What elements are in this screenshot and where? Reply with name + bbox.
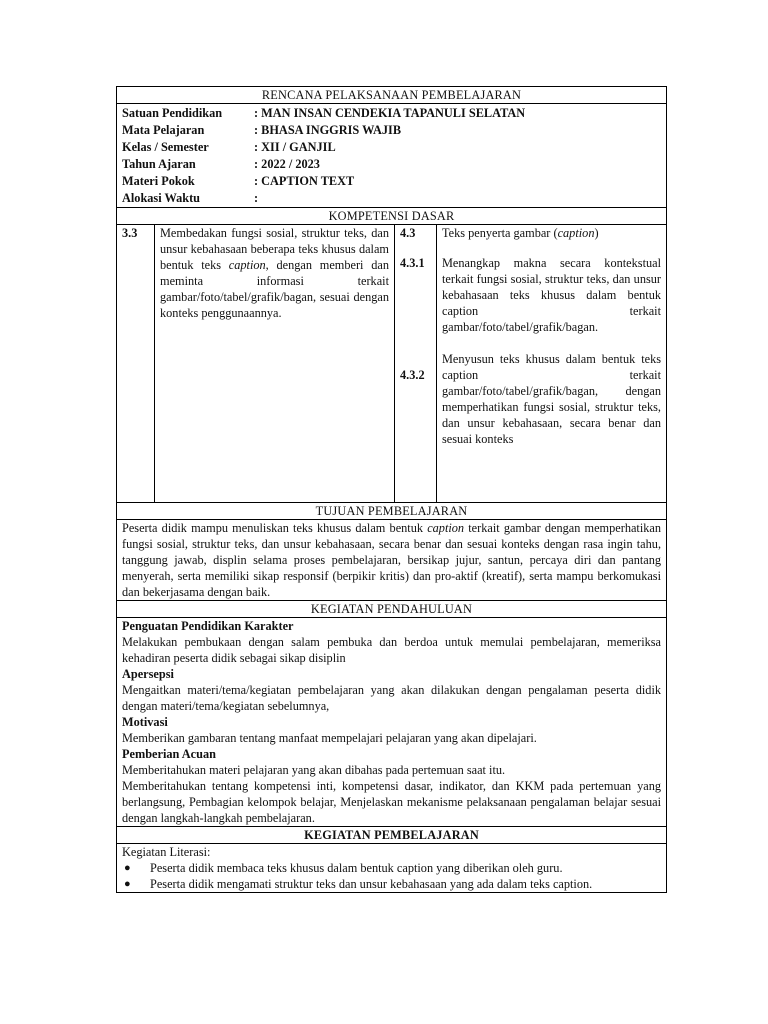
info-row-alokasi [122, 190, 661, 207]
info-value: : CAPTION TEXT [254, 174, 355, 188]
info-label: Tahun Ajaran [122, 157, 196, 171]
kd-text-4-3-2: Menyusun teks khusus dalam bentuk teks caption terkait gambar/foto/tabel/grafik/bagan, dengan memperhatikan fungsi sosial, struktur teks, dan unsur kebahasaan, secara benar dan sesuai konteks [442, 352, 662, 446]
info-label: Mata Pelajaran [122, 123, 205, 137]
info-value: : XII / GANJIL [254, 140, 336, 154]
kd-codes-4 [395, 225, 437, 503]
kd-code-3-3: 3.3 [117, 225, 155, 503]
kd-text-4-3-1: Menangkap makna secara kontekstual terkait fungsi sosial, struktur teks, dan unsur kebahasaan teks khusus dalam bentuk caption terkait gambar/foto/tabel/grafik/bagan. [442, 256, 662, 334]
motivasi-text: Memberikan gambaran tentang manfaat mempelajari pelajaran yang akan dipelajari. [122, 731, 537, 745]
info-value: : MAN INSAN CENDEKIA TAPANULI SELATAN [254, 106, 526, 120]
bullet-icon: ● [124, 862, 131, 874]
list-item [122, 876, 661, 892]
tujuan-text [117, 520, 667, 601]
list-item-text: Peserta didik membaca teks khusus dalam bentuk caption yang diberikan oleh guru. [150, 861, 563, 875]
identity-block [117, 104, 667, 208]
kd-text-part: ) [594, 226, 599, 240]
document-title: RENCANA PELAKSANAAN PEMBELAJARAN [117, 87, 667, 104]
info-row-tahun [122, 156, 661, 173]
acuan-title: Pemberian Acuan [122, 747, 216, 761]
info-row-kelas [122, 139, 661, 156]
info-row-materi [122, 173, 661, 190]
motivasi-title: Motivasi [122, 715, 168, 729]
kd-text-part: Membedakan fungsi sosial, struktur teks, dan unsur kebahasaan beberapa teks khusus dalam bentuk teks [160, 226, 389, 272]
rpp-table [116, 86, 667, 893]
tujuan-text-part: Peserta didik mampu menuliskan teks khusus dalam bentuk [122, 521, 428, 535]
pembelajaran-heading: KEGIATAN PEMBELAJARAN [117, 827, 667, 844]
spacer [400, 271, 431, 367]
info-value: : BHASA INGGRIS WAJIB [254, 123, 402, 137]
kd-text-4 [437, 225, 667, 503]
ppk-text: Melakukan pembukaan dengan salam pembuka dan berdoa untuk memulai pembelajaran, memeriksa kehadiran peserta didik sebagai sikap disiplin [122, 635, 662, 665]
spacer [400, 241, 431, 255]
info-label: Materi Pokok [122, 174, 195, 188]
tujuan-text-italic: caption [427, 521, 465, 535]
apersepsi-text: Mengaitkan materi/tema/kegiatan pembelajaran yang akan dilakukan dengan pengalaman peserta didik dengan materi/tema/kegiatan sebelumnya, [122, 683, 662, 713]
kd-code-4-3-1: 4.3.1 [400, 256, 425, 270]
acuan-text-2: Memberitahukan tentang kompetensi inti, kompetensi dasar, indikator, dan KKM pada pertemuan yang berlangsung, Pembagian kelompok belajar, Menjelaskan mekanisme pelaksanaan pengalaman belajar sesuai dengan langkah-langkah pembelajaran. [122, 779, 662, 825]
pendahuluan-heading: KEGIATAN PENDAHULUAN [117, 601, 667, 618]
kd-text-part: , dengan memberi dan meminta informasi terkait gambar/foto/tabel/grafik/bagan, sesuai dengan konteks penggunaannya. [160, 258, 389, 320]
kd-text-italic: caption [228, 258, 266, 272]
literasi-label: Kegiatan Literasi: [122, 845, 211, 859]
kd-code-4-3: 4.3 [400, 226, 416, 240]
tujuan-heading: TUJUAN PEMBELAJARAN [117, 503, 667, 520]
kd-text-4-3 [442, 225, 661, 241]
ppk-title: Penguatan Pendidikan Karakter [122, 619, 294, 633]
info-label: Satuan Pendidikan [122, 106, 223, 120]
kd-text-3-3 [155, 225, 395, 503]
kd-text-part: Teks penyerta gambar ( [442, 226, 558, 240]
tujuan-text-part: terkait gambar dengan memperhatikan fungsi sosial, struktur teks, dan unsur kebahasaan, secara benar dan sesuai konteks dengan rasa ingin tahu, tanggung jawab, displin selama proses pembelajaran, bersikap jujur, santun, percaya diri dan pantang menyerah, serta memiliki sikap responsif (berpikir kritis) dan pro-aktif (kreatif), serta mampu berkomukasi dan bekerjasama dengan baik. [122, 521, 662, 599]
list-item-text: Peserta didik mengamati struktur teks dan unsur kebahasaan yang ada dalam teks caption. [150, 877, 593, 891]
kd-heading: KOMPETENSI DASAR [117, 208, 667, 225]
pendahuluan-body [117, 618, 667, 827]
pembelajaran-body [117, 844, 667, 893]
info-row-mapel [122, 122, 661, 139]
kd-text-italic: caption [557, 226, 595, 240]
info-row-satuan [122, 105, 661, 122]
info-label: Kelas / Semester [122, 140, 209, 154]
list-item [122, 860, 661, 876]
kd-code-4-3-2: 4.3.2 [400, 368, 425, 382]
spacer [442, 241, 661, 255]
apersepsi-title: Apersepsi [122, 667, 174, 681]
info-label: Alokasi Waktu [122, 191, 201, 205]
acuan-text-1: Memberitahukan materi pelajaran yang akan dibahas pada pertemuan saat itu. [122, 763, 506, 777]
info-value: : 2022 / 2023 [254, 157, 320, 171]
spacer [442, 335, 661, 351]
info-value: : [254, 191, 259, 205]
bullet-icon: ● [124, 878, 131, 890]
